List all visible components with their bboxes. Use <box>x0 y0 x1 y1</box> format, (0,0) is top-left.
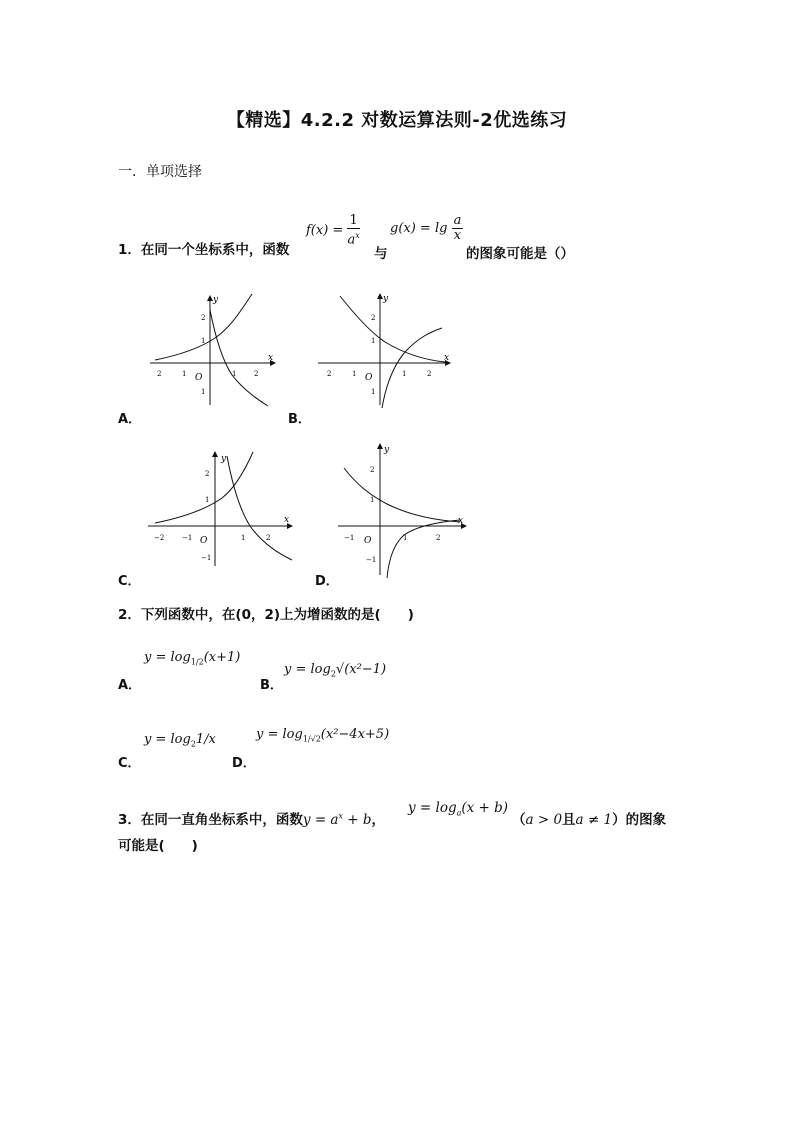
origin-label: O <box>364 536 372 546</box>
tick-label: −1 <box>201 554 212 562</box>
log-base: a <box>456 808 462 818</box>
question-3-formula-log <box>408 800 508 818</box>
x-label: x <box>458 516 464 526</box>
tick-label: 2 <box>327 370 332 378</box>
option-d[interactable]: D． <box>315 574 339 589</box>
question-text: 下列函数中，在(0，2)上为增函数的是( ) <box>140 607 414 623</box>
tick-label: 2 <box>157 370 162 378</box>
log-curve <box>210 310 268 406</box>
graph-b <box>310 290 455 410</box>
tick-label: 2 <box>205 470 210 478</box>
question-2-stem <box>118 603 414 623</box>
y-label: y <box>221 454 227 464</box>
tick-label: 1 <box>370 496 375 504</box>
x-label: x <box>284 515 290 525</box>
log-curve <box>387 520 460 578</box>
y-label: y <box>213 295 219 305</box>
tick-label: −1 <box>366 556 377 564</box>
exponential-curve <box>155 294 252 360</box>
log-argument: (x+1) <box>203 650 241 665</box>
formula-exp-tail: + b <box>343 812 372 828</box>
formula-g <box>390 214 463 243</box>
graph-d <box>332 440 472 580</box>
question-3-stem <box>118 808 385 828</box>
tick-label: 1 <box>241 534 246 542</box>
question-1-and: 与 <box>374 246 388 262</box>
condition-a: a > 0 <box>525 812 563 828</box>
tick-label: 1 <box>371 388 376 396</box>
graph-c <box>140 448 300 568</box>
tick-label: 1 <box>371 337 376 345</box>
tick-label: 1 <box>232 370 237 378</box>
tick-label: 1 <box>205 496 210 504</box>
q2-formula-c <box>144 732 216 749</box>
tick-label: 1 <box>201 388 206 396</box>
option-b[interactable]: B． <box>260 678 283 693</box>
option-b[interactable]: B． <box>288 412 311 427</box>
question-1-stem <box>118 238 289 258</box>
question-3-stem-cont: 可能是( ) <box>118 838 198 854</box>
y-label: y <box>383 294 389 304</box>
tick-label: −1 <box>182 534 193 542</box>
log-curve <box>382 328 442 408</box>
exponential-curve <box>340 296 445 362</box>
question-text-tail: ）的图象 <box>612 812 667 828</box>
formula-f-lhs: f(x) = <box>306 223 344 239</box>
separator: ， <box>371 812 386 828</box>
graph-a <box>140 290 280 410</box>
x-label: x <box>268 353 274 363</box>
condition-and: 且 <box>562 812 576 828</box>
q2-formula-b <box>284 662 386 679</box>
log-argument: √(x²−1) <box>335 662 387 677</box>
origin-label: O <box>200 536 208 546</box>
tick-label: 1 <box>201 337 206 345</box>
formula-log: y = log <box>408 800 457 816</box>
tick-label: −1 <box>344 534 355 542</box>
log-argument: 1/x <box>195 732 216 747</box>
question-text: 在同一个坐标系中，函数 <box>140 242 290 258</box>
log-base: 1/√2 <box>302 734 321 744</box>
option-a[interactable]: A． <box>118 678 142 693</box>
option-d[interactable]: D． <box>232 756 256 771</box>
formula-f-fraction <box>347 214 359 247</box>
exponential-curve <box>155 452 253 523</box>
q2-formula-d <box>256 727 389 744</box>
tick-label: 1 <box>403 534 408 542</box>
formula-g-denominator: x <box>453 228 462 243</box>
tick-label: 2 <box>254 370 259 378</box>
formula-f-numerator: 1 <box>349 213 358 228</box>
formula-lhs: y = log <box>144 732 191 747</box>
tick-label: 2 <box>201 314 206 322</box>
formula-f-exponent: x <box>355 231 360 240</box>
origin-label: O <box>195 373 203 383</box>
tick-label: 2 <box>266 534 271 542</box>
tick-label: 1 <box>402 370 407 378</box>
question-number: 1． <box>118 242 141 258</box>
page-title: 【精选】4.2.2 对数运算法则-2优选练习 <box>226 110 568 131</box>
tick-label: 2 <box>370 466 375 474</box>
formula-g-numerator: a <box>453 213 462 228</box>
q2-formula-a <box>144 650 240 667</box>
tick-label: 1 <box>182 370 187 378</box>
option-c[interactable]: C． <box>118 756 141 771</box>
tick-label: 1 <box>352 370 357 378</box>
formula-lhs: y = log <box>284 662 331 677</box>
formula-lhs: y = log <box>256 727 303 742</box>
question-1-tail: 的图象可能是（） <box>466 246 574 262</box>
tick-label: 2 <box>436 534 441 542</box>
formula-f-denominator: a <box>347 232 356 248</box>
log-curve <box>227 456 292 560</box>
log-argument: (x + b) <box>461 800 509 816</box>
tick-label: 2 <box>371 314 376 322</box>
question-3-condition <box>512 808 666 828</box>
option-a[interactable]: A． <box>118 412 142 427</box>
question-number: 2． <box>118 607 141 623</box>
formula-exp: y = a <box>302 812 339 828</box>
formula-exponent: x <box>338 811 343 821</box>
condition-b: a ≠ 1 <box>575 812 613 828</box>
question-text: 在同一直角坐标系中，函数 <box>140 812 303 828</box>
formula-f <box>306 214 360 247</box>
log-argument: (x²−4x+5) <box>320 727 390 742</box>
option-c[interactable]: C． <box>118 574 141 589</box>
section-heading: 一．单项选择 <box>118 164 202 180</box>
question-number: 3． <box>118 812 141 828</box>
log-base: 2 <box>330 669 336 679</box>
x-label: x <box>444 353 450 363</box>
log-base: 2 <box>190 739 196 749</box>
y-label: y <box>384 445 390 455</box>
tick-label: 2 <box>427 370 432 378</box>
formula-g-fraction <box>452 214 464 243</box>
formula-g-lhs: g(x) = lg <box>390 221 448 236</box>
formula-lhs: y = log <box>144 650 191 665</box>
origin-label: O <box>365 373 373 383</box>
tick-label: −2 <box>154 534 165 542</box>
log-base: 1/2 <box>190 657 204 667</box>
exponential-curve <box>344 468 460 522</box>
paren: （ <box>512 812 526 828</box>
